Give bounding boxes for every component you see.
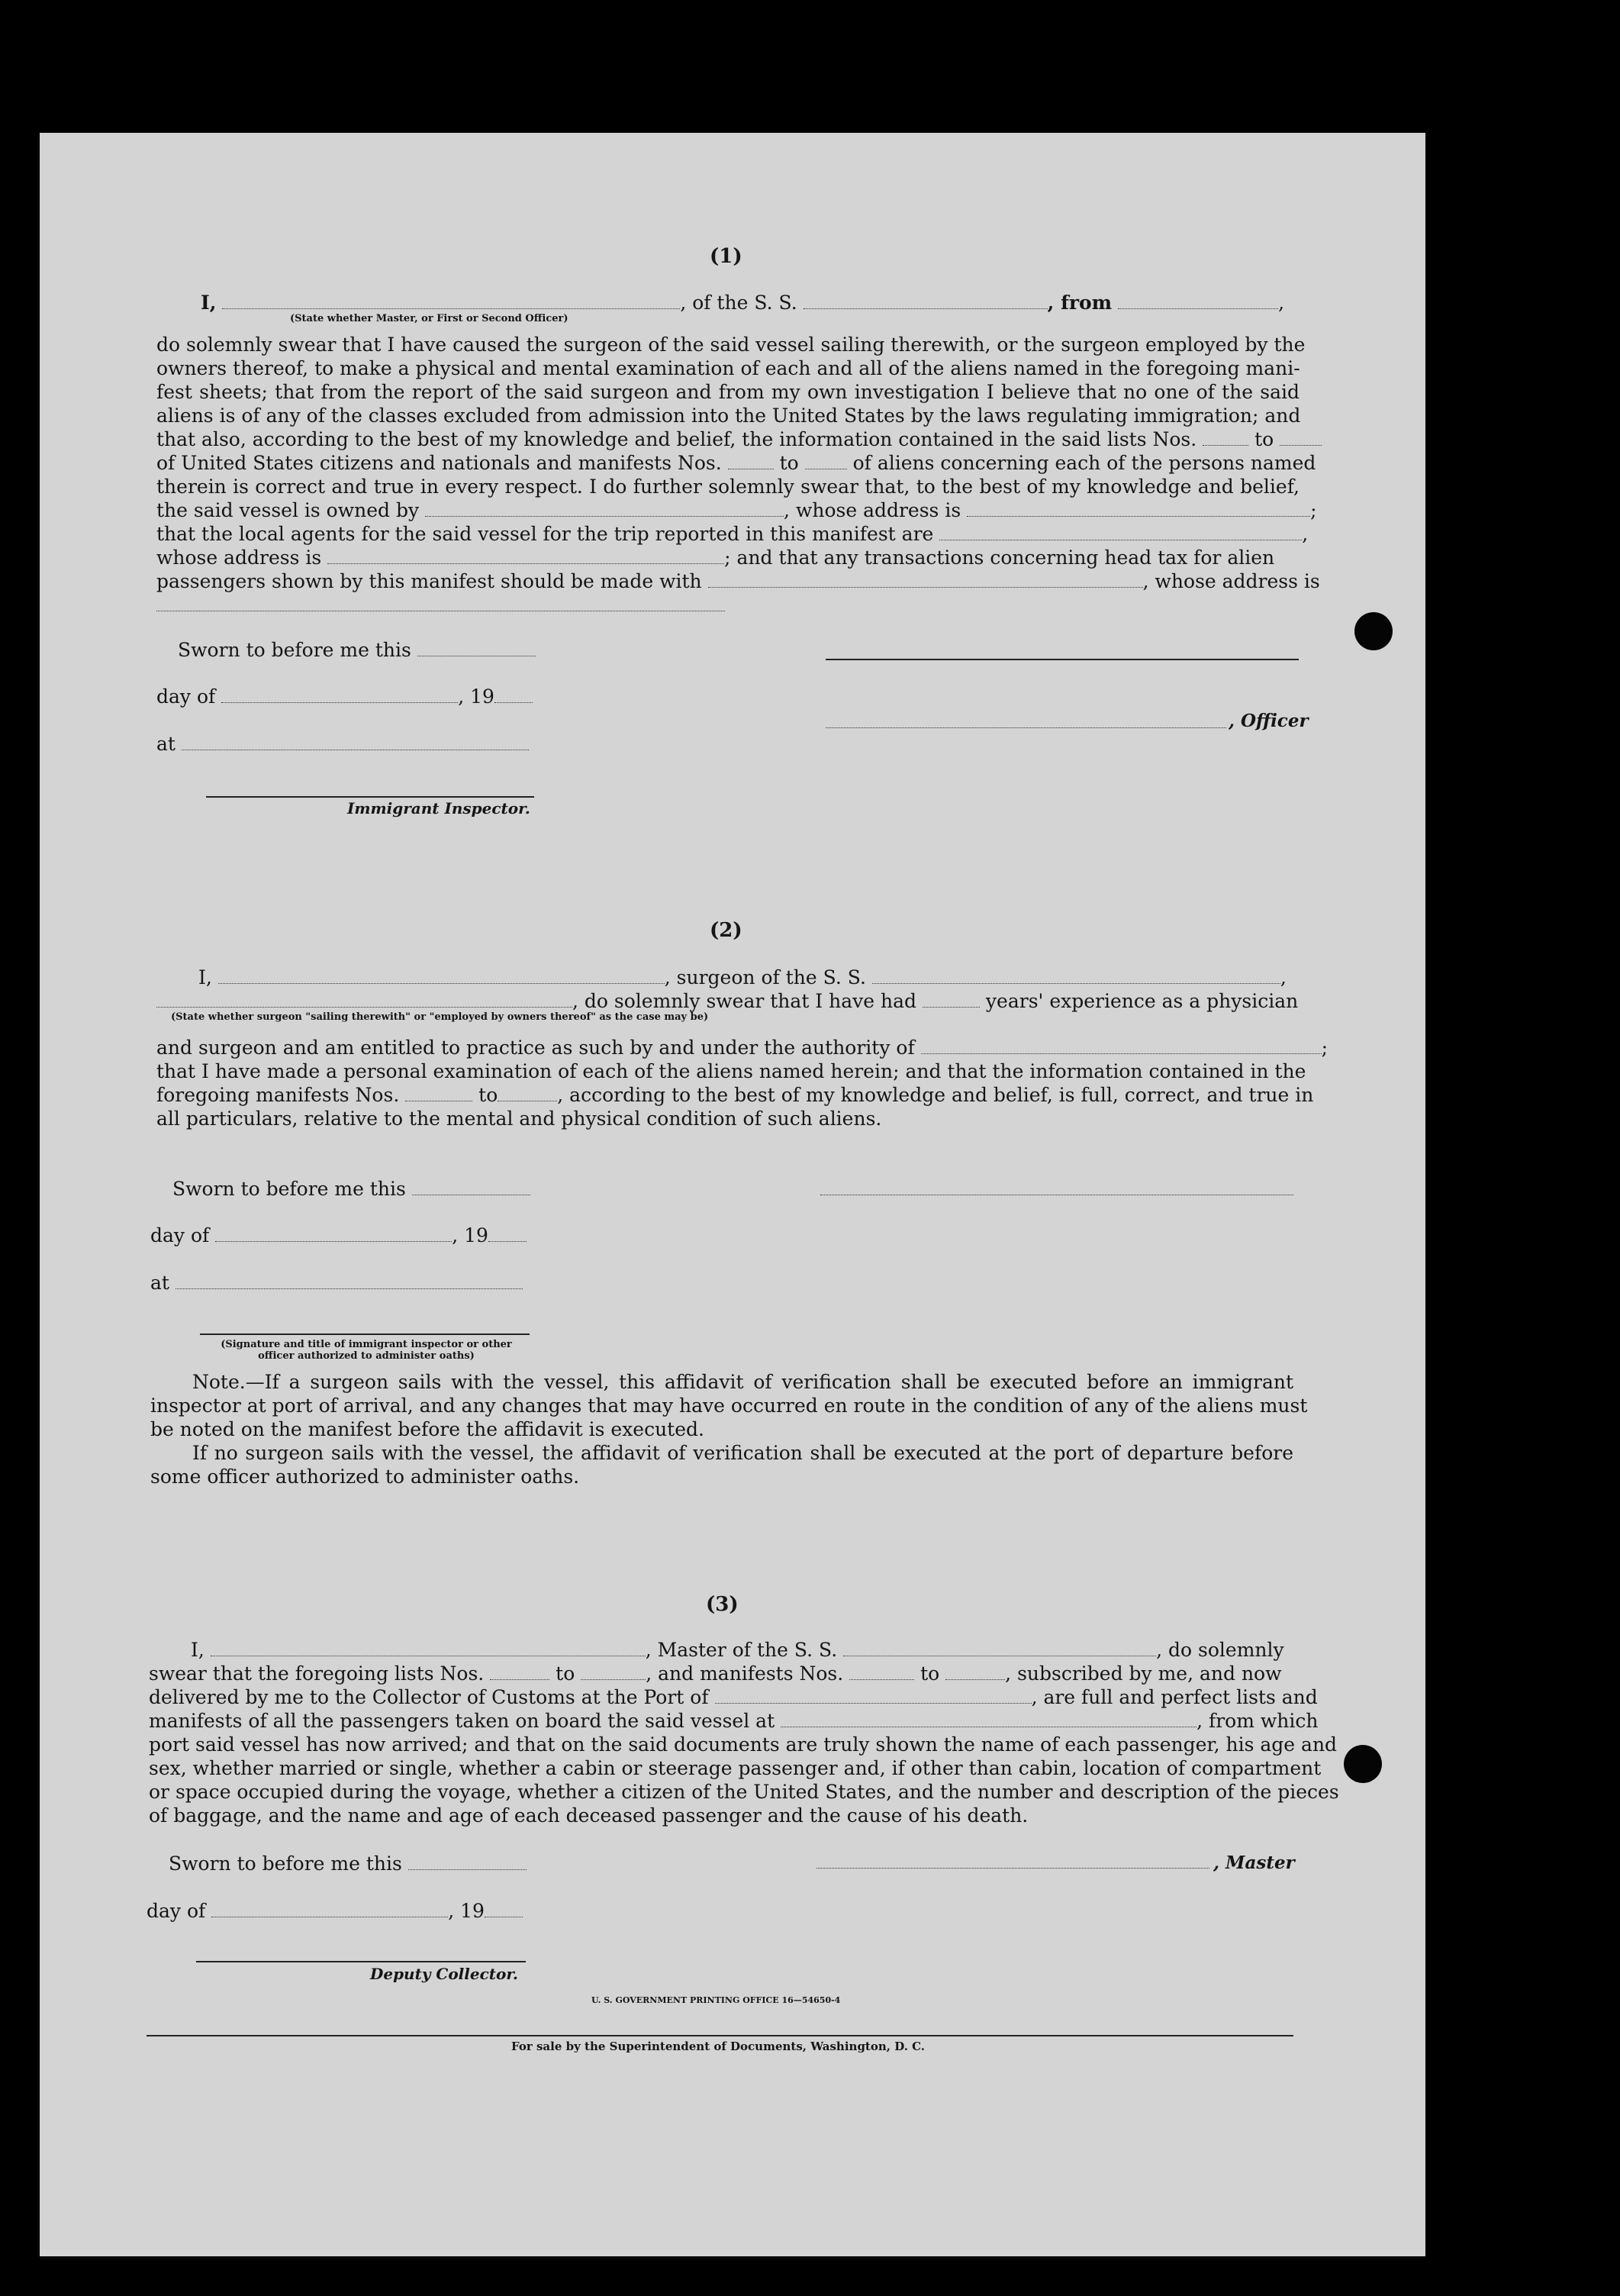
s1-year-field[interactable] [494,687,533,703]
s3-line-5: port said vessel has now arrived; and that on the said documents are truly shown the name of each passenger, his age and [149,1733,1338,1756]
s1-line-2: owners thereof, to make a physical and mental examination of each and all of the aliens named in the foregoing mani- [156,357,1300,379]
s2-vessel-field[interactable] [872,968,1280,984]
s3-solemnly-label: , do solemnly [1156,1639,1284,1661]
s3-l3a: delivered by me to the Collector of Customs at the Port of [149,1686,709,1708]
s1-from-field[interactable] [1118,293,1278,309]
s1-line-7: therein is correct and true in every respect. I do further solemnly swear that, to the best of my knowledge and belief, [156,476,1300,498]
s3-line-3 [149,1686,1318,1708]
s1-inspector-signature-line[interactable] [206,796,534,798]
s2-line-2 [156,990,1298,1012]
s2-surgeon-status-field[interactable] [156,992,572,1008]
s1-sworn [178,639,536,661]
s2-line-6: all particulars, relative to the mental and physical condition of such aliens. [156,1108,882,1130]
s2-manifests-from-field[interactable] [405,1085,472,1101]
s2-at [150,1272,523,1294]
s2-sworn [172,1178,530,1200]
s2-line-5 [156,1084,1313,1106]
s3-l2c: , and manifests Nos. [646,1662,844,1685]
s1-line-9: that the local agents for the said vessel for the trip reported in this manifest are , [156,523,1309,545]
s3-sworn [169,1853,527,1875]
s3-sworn-label: Sworn to before me this [169,1853,402,1875]
s3-master-of-label: , Master of the S. S. [645,1639,838,1661]
s3-year-field[interactable] [485,1901,523,1917]
s1-at-label: at [156,733,176,755]
s1-lists-from-field[interactable] [1203,430,1248,446]
s2-day-field[interactable] [215,1226,452,1242]
s3-day-field[interactable] [211,1901,448,1917]
s3-port-field[interactable] [715,1688,1032,1704]
s3-line-7: or space occupied during the voyage, whether a citizen of the United States, and the number and description of the pieces [149,1781,1339,1803]
s2-i-label: I, [198,966,212,988]
s1-manifests-to-field[interactable] [805,453,847,469]
s1-line-6-to: to [779,452,799,474]
s2-status-note: (State whether surgeon "sailing therewith" or "employed by owners thereof" as the case may be) [171,1011,709,1023]
s1-line-6-text: of United States citizens and nationals and manifests Nos. [156,452,722,474]
s1-line-6 [156,452,1316,474]
s3-master-name-field[interactable] [211,1640,646,1656]
punch-hole-bottom [1344,1745,1382,1783]
s2-line-3-text: and surgeon and am entitled to practice as such by and under the authority of [156,1037,915,1059]
s1-from-label: , from [1047,292,1113,314]
s2-surgeon-name-field[interactable] [218,968,665,984]
s2-signature-note: (Signature and title of immigrant inspector or other officer authorized to administer oaths) [221,1339,512,1362]
s3-l3b: , are full and perfect lists and [1031,1686,1318,1708]
s1-line-11-end: , whose address is [1142,570,1320,592]
s1-headtax-field[interactable] [708,572,1143,588]
s3-line-2 [149,1662,1282,1685]
s2-note-3: be noted on the manifest before the affidavit is executed. [150,1418,704,1440]
s1-officer-note: (State whether Master, or First or Second Officer) [290,313,568,324]
s2-day-of [150,1224,527,1246]
s3-master-signature-line[interactable] [816,1868,1209,1869]
s1-line-10-text: whose address is [156,547,322,569]
s3-boarding-port-field[interactable] [781,1711,1196,1727]
s1-line-5 [156,428,1322,450]
s1-line-5-text: that also, according to the best of my knowledge and belief, the information contained in the said lists Nos. [156,428,1197,450]
s3-lists-from-field[interactable] [490,1664,549,1680]
s2-swear-label: , do solemnly swear that I have had [572,990,917,1012]
section-3-number: (3) [706,1593,739,1616]
s1-line-8: the said vessel is owned by , whose address is ; [156,499,1317,521]
s2-year-field[interactable] [488,1226,527,1242]
s2-note-1: Note.—If a surgeon sails with the vessel, this affidavit of verification shall be executed before an immigrant [192,1371,1293,1393]
s1-i-label: I, [201,292,217,314]
s1-line-8-text: the said vessel is owned by [156,499,420,521]
s3-master-caption: , Master [1213,1853,1295,1873]
s2-years-field[interactable] [923,992,980,1008]
s2-note-4: If no surgeon sails with the vessel, the affidavit of verification shall be executed at the port of departure before [192,1442,1293,1464]
s3-vessel-field[interactable] [843,1640,1156,1656]
s1-day-of-label: day of [156,685,216,708]
section-2-number: (2) [710,919,742,942]
s2-authority-field[interactable] [921,1038,1322,1054]
s2-line-5b: to [478,1084,498,1106]
s1-day-field[interactable] [221,687,458,703]
s3-l2a: swear that the foregoing lists Nos. [149,1662,485,1685]
s3-collector-signature-line[interactable] [196,1961,526,1962]
s3-line-1 [191,1639,1284,1661]
s1-line-1: do solemnly swear that I have caused the surgeon of the said vessel sailing therewith, or the surgeon employed by the [156,334,1306,356]
s2-line-4: that I have made a personal examination of each of the aliens named herein; and that the information contained in the [156,1060,1306,1082]
s2-sworn-field[interactable] [412,1179,530,1195]
s1-inspector-caption: Immigrant Inspector. [347,799,530,817]
sale-note: For sale by the Superintendent of Documents, Washington, D. C. [511,2040,926,2053]
s1-first-line: I, , of the S. S. , from , [201,292,1285,314]
s1-line-3: fest sheets; that from the report of the said surgeon and from my own investigation I believe that no one of the said [156,381,1300,403]
s3-line-6: sex, whether married or single, whether a cabin or steerage passenger and, if other than cabin, location of compartment [149,1757,1322,1779]
s3-day-of-label: day of [147,1900,206,1922]
s1-line-10 [156,547,1274,569]
s2-surgeon-of-label: , surgeon of the S. S. [664,966,866,988]
s2-day-of-label: day of [150,1224,210,1246]
s2-years-label: years' experience as a physician [985,990,1299,1012]
s3-l2d: to [920,1662,940,1685]
s1-owner-field[interactable] [425,501,784,517]
s1-line-9-text: that the local agents for the said vessel for the trip reported in this manifest are [156,523,934,545]
s3-line-4 [149,1710,1318,1732]
s1-line-6-end: of aliens concerning each of the persons named [852,452,1316,474]
s1-officer-name-line[interactable] [826,727,1226,728]
s3-collector-caption: Deputy Collector. [370,1965,519,1983]
s3-l2b: to [556,1662,575,1685]
s1-officer-caption: , Officer [1229,711,1309,731]
s1-line-11-text: passengers shown by this manifest should be made with [156,570,702,592]
s2-manifests-to-field[interactable] [498,1085,557,1101]
s1-agents-address-field[interactable] [327,548,724,564]
s1-owner-address-field[interactable] [967,501,1310,517]
s3-manifests-from-field[interactable] [849,1664,914,1680]
s1-officer-signature-line[interactable] [826,659,1299,660]
s3-manifests-to-field[interactable] [945,1664,1005,1680]
s2-at-field[interactable] [176,1273,523,1289]
s1-line-4: aliens is of any of the classes excluded from admission into the United States by the laws regulating immigration; and [156,405,1301,427]
footer-rule [147,2035,1293,2036]
s1-at-field[interactable] [182,734,529,750]
s3-day-of [147,1900,523,1922]
s1-vessel-field[interactable] [804,293,1048,309]
s1-line-8-mid: , whose address is [784,499,961,521]
s1-officer-field[interactable] [222,293,680,309]
s1-lists-to-field[interactable] [1280,430,1322,446]
s1-sworn-field[interactable] [417,640,536,656]
s3-l4b: , from which [1196,1710,1319,1732]
s2-at-label: at [150,1272,169,1294]
s1-manifests-from-field[interactable] [728,453,774,469]
s3-lists-to-field[interactable] [581,1664,646,1680]
s3-sworn-field[interactable] [408,1854,527,1870]
s1-day-of [156,685,533,708]
s1-year-label: , 19 [458,685,494,708]
s2-sworn-label: Sworn to before me this [172,1178,406,1200]
s2-inspector-signature-line[interactable] [200,1333,530,1335]
s1-sworn-label: Sworn to before me this [178,639,411,661]
s3-line-8: of baggage, and the name and age of each deceased passenger and the cause of his death. [149,1804,1029,1827]
s1-line-5-to: to [1254,428,1274,450]
s2-line-5a: foregoing manifests Nos. [156,1084,400,1106]
s3-year-label: , 19 [448,1900,485,1922]
s2-note-2: inspector at port of arrival, and any changes that may have occurred en route in the condition of any of the aliens must [150,1395,1308,1417]
s3-l2e: , subscribed by me, and now [1005,1662,1282,1685]
s2-line-5c: , according to the best of my knowledge and belief, is full, correct, and true in [557,1084,1314,1106]
s3-l4a: manifests of all the passengers taken on board the said vessel at [149,1710,775,1732]
s1-agents-field[interactable] [939,524,1302,540]
s2-note-5: some officer authorized to administer oaths. [150,1466,580,1488]
s1-line-10-end: ; and that any transactions concerning head tax for alien [724,547,1275,569]
s3-i-label: I, [191,1639,205,1661]
section-1-number: (1) [710,245,742,268]
s2-line-3: and surgeon and am entitled to practice as such by and under the authority of ; [156,1037,1329,1059]
s2-year-label: , 19 [452,1224,488,1246]
printing-office-line: U. S. GOVERNMENT PRINTING OFFICE 16—54650-4 [591,1995,841,2005]
s1-line-11 [156,570,1320,592]
s1-at [156,733,529,755]
s2-line-1: I, , surgeon of the S. S. , [198,966,1287,988]
punch-hole-top [1354,612,1393,650]
s1-of-ss-label: , of the S. S. [680,292,797,314]
